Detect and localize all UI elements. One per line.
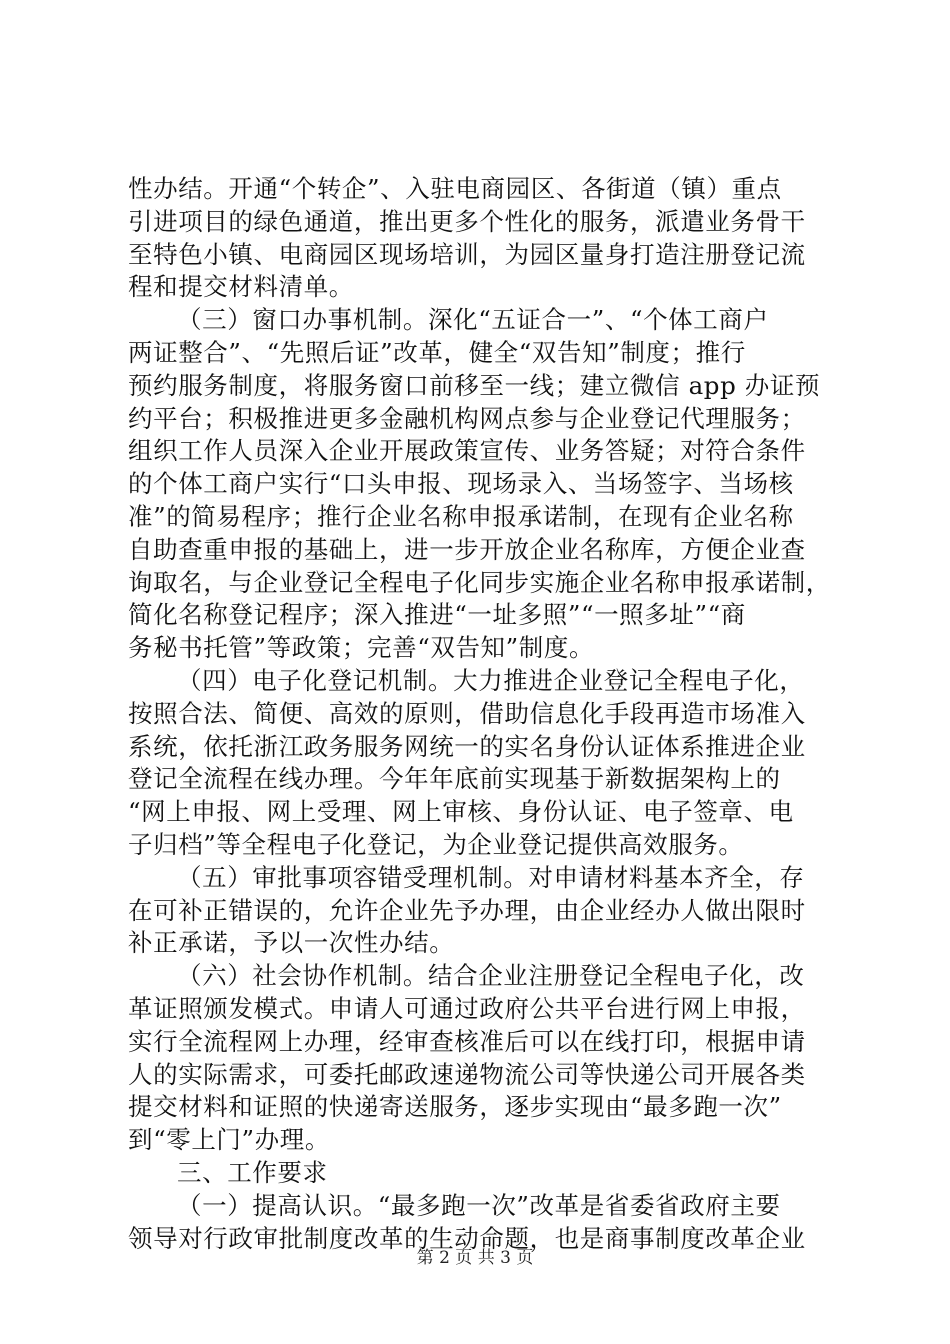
text-line: 准”的简易程序；推行企业名称申报承诺制，在现有企业名称	[128, 501, 794, 531]
text-line: 询取名，与企业登记全程电子化同步实施企业名称申报承诺制，	[128, 567, 831, 597]
document-body	[128, 173, 834, 1255]
text-line: 性办结。开通“个转企”、入驻电商园区、各街道（镇）重点	[128, 174, 782, 203]
text-line: （一）提高认识。“最多跑一次”改革是省委省政府主要	[177, 1190, 781, 1220]
text-line: 在可补正错误的，允许企业先予办理，由企业经办人做出限时	[128, 895, 806, 925]
text-line: 务秘书托管”等政策；完善“双告知”制度。	[128, 633, 595, 663]
text-line: 预约服务制度，将服务窗口前移至一线；建立微信 app 办证预	[128, 370, 821, 400]
text-line: （四）电子化登记机制。大力推进企业登记全程电子化，	[177, 665, 805, 695]
text-line: 两证整合”、“先照后证”改革，健全“双告知”制度；推行	[128, 337, 746, 367]
text-line: 至特色小镇、电商园区现场培训，为园区量身打造注册登记流	[128, 239, 806, 269]
text-line: 三、工作要求	[177, 1157, 328, 1187]
text-line: 引进项目的绿色通道，推出更多个性化的服务，派遣业务骨干	[128, 206, 806, 236]
text-line: 人的实际需求，可委托邮政速递物流公司等快递公司开展各类	[128, 1059, 806, 1089]
text-line: 按照合法、简便、高效的原则，借助信息化手段再造市场准入	[128, 698, 806, 728]
text-line: “网上申报、网上受理、网上审核、身份认证、电子签章、电	[128, 797, 794, 827]
text-line: 登记全流程在线办理。今年年底前实现基于新数据架构上的	[128, 764, 781, 794]
text-line: （六）社会协作机制。结合企业注册登记全程电子化，改	[177, 961, 805, 991]
text-line: 约平台；积极推进更多金融机构网点参与企业登记代理服务；	[128, 403, 806, 433]
text-line: 提交材料和证照的快递寄送服务，逐步实现由“最多跑一次”	[128, 1092, 782, 1122]
text-line: 到“零上门”办理。	[128, 1125, 330, 1155]
text-line: 系统，依托浙江政务服务网统一的实名身份认证体系推进企业	[128, 731, 806, 761]
text-line: （五）审批事项容错受理机制。对申请材料基本齐全，存	[177, 862, 805, 892]
text-line: 组织工作人员深入企业开展政策宣传、业务答疑；对符合条件	[128, 436, 806, 466]
text-line: 革证照颁发模式。申请人可通过政府公共平台进行网上申报，	[128, 993, 806, 1023]
text-line: 补正承诺，予以一次性办结。	[128, 928, 455, 958]
text-line: 自助查重申报的基础上，进一步开放企业名称库，方便企业查	[128, 534, 806, 564]
text-line: 简化名称登记程序；深入推进“一址多照”“一照多址”“商	[128, 600, 746, 630]
page-footer: 第 2 页 共 3 页	[416, 1248, 534, 1268]
text-line: 程和提交材料清单。	[128, 272, 354, 302]
text-line: 的个体工商户实行“口头申报、现场录入、当场签字、当场核	[128, 469, 794, 499]
text-line: 子归档”等全程电子化登记，为企业登记提供高效服务。	[128, 829, 744, 859]
text-line: 实行全流程网上办理，经审查核准后可以在线打印，根据申请	[128, 1026, 806, 1056]
text-line: 领导对行政审批制度改革的生动命题，也是商事制度改革企业	[128, 1223, 806, 1253]
text-line: （三）窗口办事机制。深化“五证合一”、“个体工商户	[177, 305, 769, 335]
